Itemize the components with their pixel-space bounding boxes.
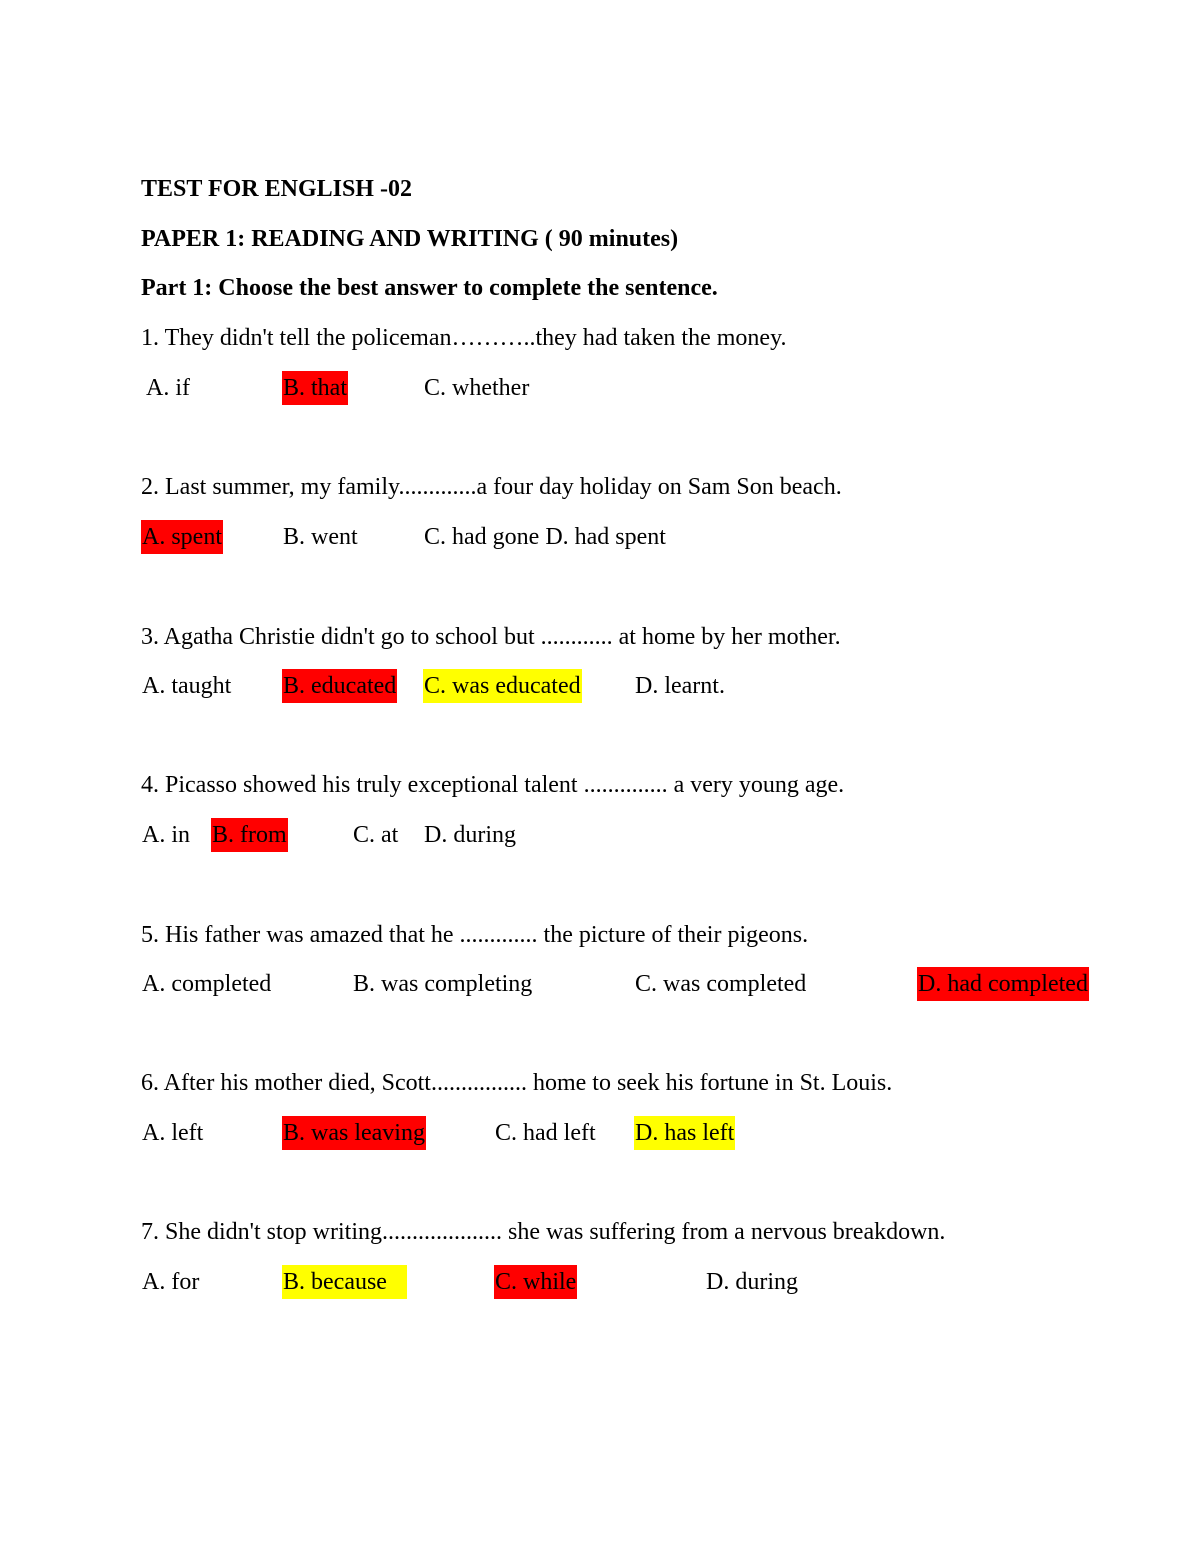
q1-option-b: B. that — [282, 371, 348, 405]
question-7-text: 7. She didn't stop writing.................... she was suffering from a nervous breakdown. — [141, 1219, 946, 1245]
part-instruction: Part 1: Choose the best answer to complete the sentence. — [141, 275, 718, 301]
q7-option-d: D. during — [706, 1269, 798, 1295]
question-6-text: 6. After his mother died, Scott................ home to seek his fortune in St. Louis. — [141, 1070, 893, 1096]
q5-option-b: B. was completing — [353, 971, 533, 997]
q2-option-b: B. went — [283, 524, 358, 550]
question-4-text: 4. Picasso showed his truly exceptional talent .............. a very young age. — [141, 772, 845, 798]
q3-option-d: D. learnt. — [635, 673, 725, 699]
q5-option-d: D. had completed — [917, 967, 1089, 1001]
q3-option-a: A. taught — [142, 673, 232, 699]
q2-option-a: A. spent — [141, 520, 223, 554]
question-3-text: 3. Agatha Christie didn't go to school but ............ at home by her mother. — [141, 624, 841, 650]
q4-option-a: A. in — [142, 822, 190, 848]
q3-option-c: C. was educated — [423, 669, 582, 703]
q6-option-c: C. had left — [495, 1120, 596, 1146]
question-5-text: 5. His father was amazed that he ............. the picture of their pigeons. — [141, 922, 809, 948]
paper-heading: PAPER 1: READING AND WRITING ( 90 minutes) — [141, 226, 679, 252]
question-1-text: 1. They didn't tell the policeman………..they had taken the money. — [141, 325, 787, 351]
q4-option-d: D. during — [424, 822, 516, 848]
test-title: TEST FOR ENGLISH -02 — [141, 176, 412, 202]
question-2-text: 2. Last summer, my family.............a four day holiday on Sam Son beach. — [141, 474, 842, 500]
q5-option-c: C. was completed — [635, 971, 807, 997]
q6-option-d: D. has left — [634, 1116, 735, 1150]
q1-option-c: C. whether — [424, 375, 530, 401]
q3-option-b: B. educated — [282, 669, 397, 703]
q4-option-c: C. at — [353, 822, 399, 848]
q2-option-c-d: C. had gone D. had spent — [424, 524, 666, 550]
q4-option-b: B. from — [211, 818, 288, 852]
q6-option-a: A. left — [142, 1120, 204, 1146]
q5-option-a: A. completed — [142, 971, 272, 997]
q7-option-b: B. because — [282, 1265, 407, 1299]
q7-option-a: A. for — [142, 1269, 200, 1295]
q7-option-c: C. while — [494, 1265, 577, 1299]
q1-option-a: A. if — [146, 375, 190, 401]
q6-option-b: B. was leaving — [282, 1116, 426, 1150]
